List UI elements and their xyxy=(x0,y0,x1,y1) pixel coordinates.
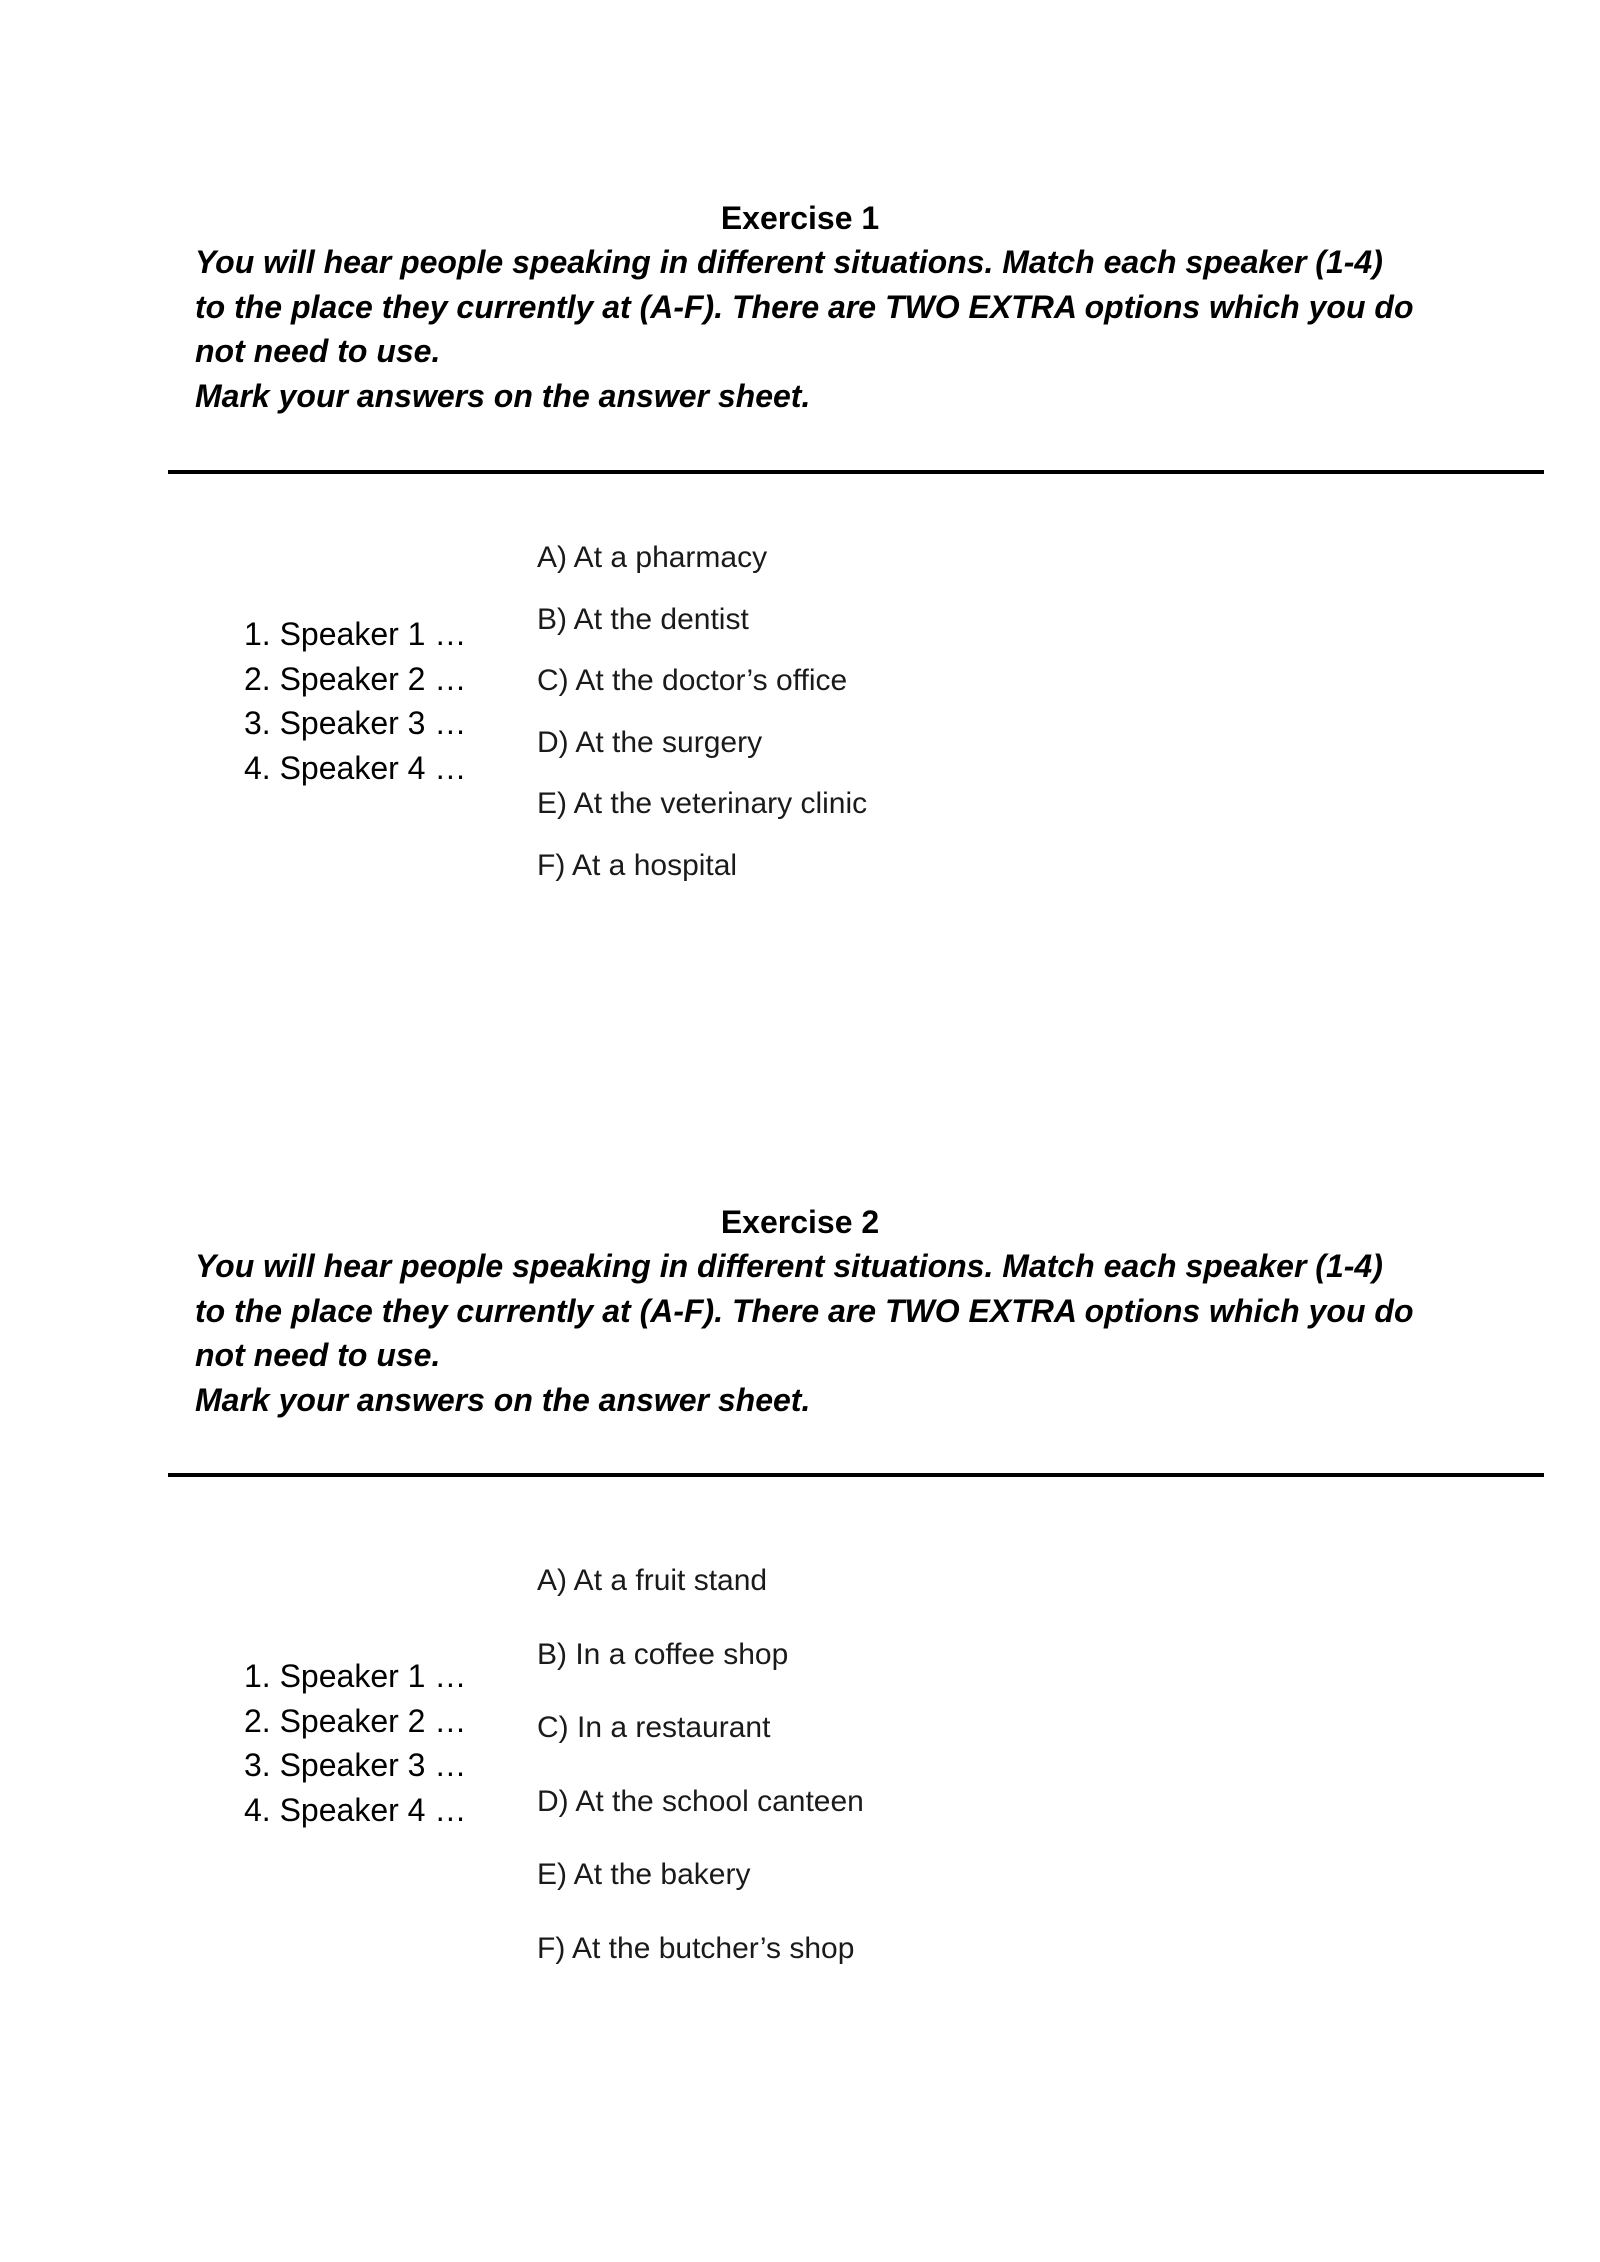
instructions-line: Mark your answers on the answer sheet. xyxy=(195,377,811,414)
speaker-item: 4. Speaker 4 … xyxy=(244,1791,467,1828)
option-item: D) At the surgery xyxy=(537,725,763,759)
exercise-instructions xyxy=(195,1244,1455,1422)
speaker-item: 1. Speaker 1 … xyxy=(244,1658,467,1694)
option-item: E) At the bakery xyxy=(537,1858,751,1892)
exercise-instructions xyxy=(195,240,1455,418)
option-list xyxy=(537,1544,864,1986)
option-item: D) At the school canteen xyxy=(537,1784,864,1818)
instructions-line: not need to use. xyxy=(195,333,441,369)
exercise-title: Exercise 1 xyxy=(720,200,880,236)
option-item: F) At a hospital xyxy=(537,848,738,882)
instructions-line: Mark your answers on the answer sheet. xyxy=(195,1381,811,1418)
option-list xyxy=(537,527,867,897)
speaker-item: 4. Speaker 4 … xyxy=(244,749,467,786)
exercise-title: Exercise 2 xyxy=(720,1204,880,1240)
instructions-line: to the place they currently at (A-F). There are TWO EXTRA options which you do xyxy=(195,288,1414,325)
speaker-item: 3. Speaker 3 … xyxy=(244,705,467,741)
option-item: B) In a coffee shop xyxy=(537,1637,789,1671)
instructions-line: You will hear people speaking in different situations. Match each speaker (1-4) xyxy=(195,244,1383,280)
speaker-list xyxy=(244,612,466,790)
option-item: E) At the veterinary clinic xyxy=(537,787,868,821)
speaker-item: 1. Speaker 1 … xyxy=(244,616,467,652)
speaker-item: 3. Speaker 3 … xyxy=(244,1747,467,1783)
option-item: A) At a pharmacy xyxy=(537,541,768,574)
option-item: F) At the butcher’s shop xyxy=(537,1931,855,1965)
option-item: A) At a fruit stand xyxy=(537,1564,768,1597)
instructions-line: to the place they currently at (A-F). There are TWO EXTRA options which you do xyxy=(195,1292,1414,1329)
instructions-line: not need to use. xyxy=(195,1337,441,1373)
option-item: B) At the dentist xyxy=(537,602,749,636)
option-item: C) At the doctor’s office xyxy=(537,664,848,698)
divider-line xyxy=(168,470,1544,474)
divider-line xyxy=(168,1473,1544,1477)
speaker-item: 2. Speaker 2 … xyxy=(244,1702,467,1739)
option-item: C) In a restaurant xyxy=(537,1711,771,1745)
speaker-list xyxy=(244,1654,466,1832)
instructions-line: You will hear people speaking in different situations. Match each speaker (1-4) xyxy=(195,1248,1383,1284)
speaker-item: 2. Speaker 2 … xyxy=(244,660,467,697)
